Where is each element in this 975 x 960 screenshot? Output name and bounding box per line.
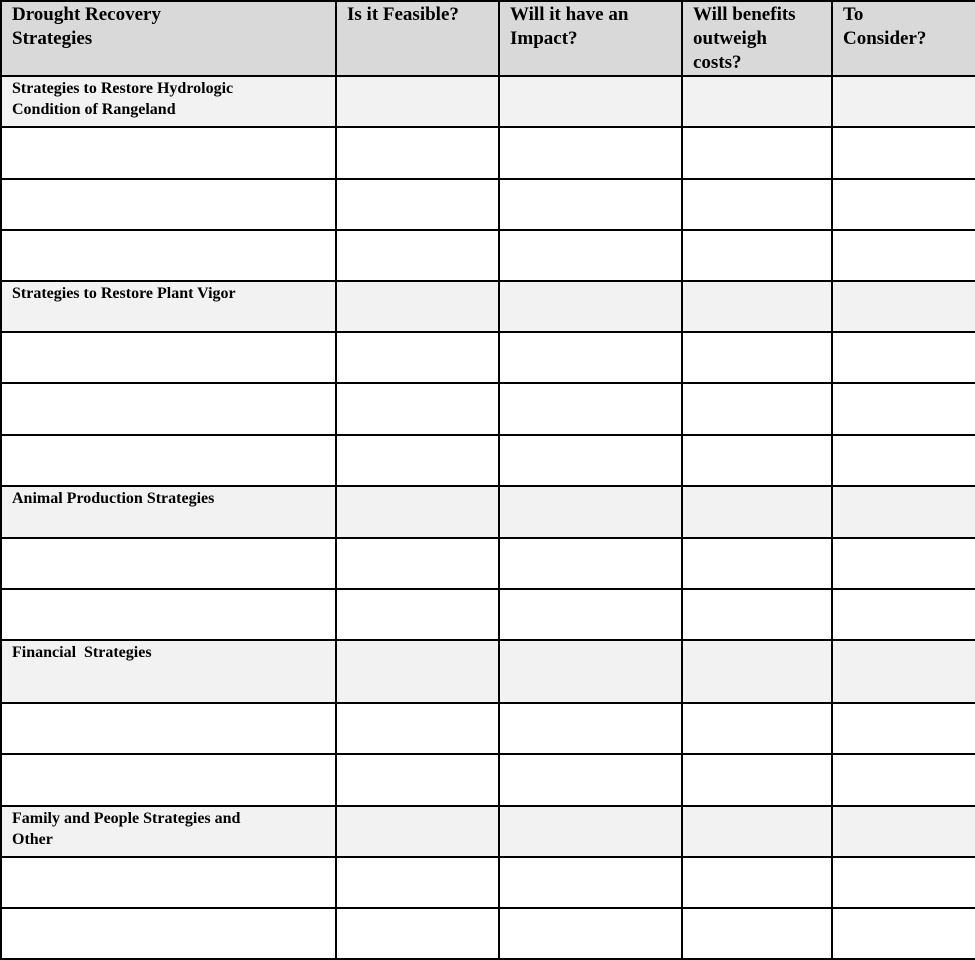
benefits-cell[interactable] [682,486,832,538]
impact-cell[interactable] [499,857,682,908]
table-row [1,703,975,754]
table-row [1,127,975,179]
feasible-cell[interactable] [336,127,499,179]
feasible-cell[interactable] [336,908,499,959]
strategy-cell[interactable] [1,703,336,754]
benefits-cell[interactable] [682,589,832,640]
header-row [1,1,975,76]
consider-cell[interactable] [832,435,975,486]
strategy-cell[interactable] [1,383,336,435]
consider-cell[interactable] [832,908,975,959]
strategy-cell[interactable] [1,230,336,281]
impact-cell[interactable] [499,754,682,806]
consider-cell[interactable] [832,486,975,538]
impact-cell[interactable] [499,908,682,959]
table-row [1,230,975,281]
table-row [1,179,975,230]
feasible-cell[interactable] [336,486,499,538]
impact-cell[interactable] [499,383,682,435]
section-row-family-people [1,806,975,857]
feasible-cell[interactable] [336,589,499,640]
strategy-cell[interactable] [1,179,336,230]
benefits-cell[interactable] [682,754,832,806]
impact-cell[interactable] [499,127,682,179]
impact-cell[interactable] [499,179,682,230]
benefits-cell[interactable] [682,76,832,127]
feasible-cell[interactable] [336,754,499,806]
feasible-cell[interactable] [336,703,499,754]
table-row [1,383,975,435]
benefits-cell[interactable] [682,383,832,435]
table-row [1,332,975,383]
strategy-cell[interactable] [1,538,336,589]
benefits-cell[interactable] [682,435,832,486]
consider-cell[interactable] [832,806,975,857]
section-row-financial [1,640,975,703]
benefits-cell[interactable] [682,908,832,959]
table-row [1,538,975,589]
benefits-cell[interactable] [682,538,832,589]
strategy-cell[interactable] [1,127,336,179]
section-label: Financial Strategies [1,640,336,703]
impact-cell[interactable] [499,589,682,640]
benefits-cell[interactable] [682,857,832,908]
consider-cell[interactable] [832,127,975,179]
impact-cell[interactable] [499,435,682,486]
consider-cell[interactable] [832,383,975,435]
benefits-cell[interactable] [682,703,832,754]
section-row-plant-vigor [1,281,975,332]
feasible-cell[interactable] [336,383,499,435]
consider-cell[interactable] [832,230,975,281]
section-label: Family and People Strategies and Other [1,806,336,857]
header-impact: Will it have an Impact? [499,1,682,76]
strategy-cell[interactable] [1,332,336,383]
header-feasible: Is it Feasible? [336,1,499,76]
benefits-cell[interactable] [682,640,832,703]
section-row-hydrologic [1,76,975,127]
section-label: Animal Production Strategies [1,486,336,538]
table-row [1,435,975,486]
consider-cell[interactable] [832,857,975,908]
benefits-cell[interactable] [682,806,832,857]
impact-cell[interactable] [499,806,682,857]
consider-cell[interactable] [832,754,975,806]
feasible-cell[interactable] [336,538,499,589]
benefits-cell[interactable] [682,127,832,179]
feasible-cell[interactable] [336,281,499,332]
feasible-cell[interactable] [336,806,499,857]
benefits-cell[interactable] [682,179,832,230]
strategy-cell[interactable] [1,589,336,640]
feasible-cell[interactable] [336,332,499,383]
strategy-cell[interactable] [1,908,336,959]
impact-cell[interactable] [499,703,682,754]
impact-cell[interactable] [499,640,682,703]
table-row [1,908,975,959]
impact-cell[interactable] [499,230,682,281]
benefits-cell[interactable] [682,281,832,332]
feasible-cell[interactable] [336,857,499,908]
benefits-cell[interactable] [682,230,832,281]
consider-cell[interactable] [832,332,975,383]
impact-cell[interactable] [499,538,682,589]
header-benefits: Will benefits outweigh costs? [682,1,832,76]
section-row-animal-production [1,486,975,538]
consider-cell[interactable] [832,703,975,754]
impact-cell[interactable] [499,486,682,538]
impact-cell[interactable] [499,76,682,127]
header-strategies: Drought Recovery Strategies [1,1,336,76]
consider-cell[interactable] [832,589,975,640]
benefits-cell[interactable] [682,332,832,383]
feasible-cell[interactable] [336,230,499,281]
consider-cell[interactable] [832,76,975,127]
consider-cell[interactable] [832,179,975,230]
consider-cell[interactable] [832,281,975,332]
feasible-cell[interactable] [336,435,499,486]
section-label: Strategies to Restore Plant Vigor [1,281,336,332]
impact-cell[interactable] [499,332,682,383]
feasible-cell[interactable] [336,179,499,230]
strategy-cell[interactable] [1,754,336,806]
header-consider: To Consider? [832,1,975,76]
section-label: Strategies to Restore Hydrologic Condition of Rangeland [1,76,336,127]
feasible-cell[interactable] [336,640,499,703]
strategy-cell[interactable] [1,857,336,908]
table-row [1,589,975,640]
table-row [1,754,975,806]
impact-cell[interactable] [499,281,682,332]
strategy-cell[interactable] [1,435,336,486]
table-row [1,857,975,908]
consider-cell[interactable] [832,640,975,703]
feasible-cell[interactable] [336,76,499,127]
consider-cell[interactable] [832,538,975,589]
